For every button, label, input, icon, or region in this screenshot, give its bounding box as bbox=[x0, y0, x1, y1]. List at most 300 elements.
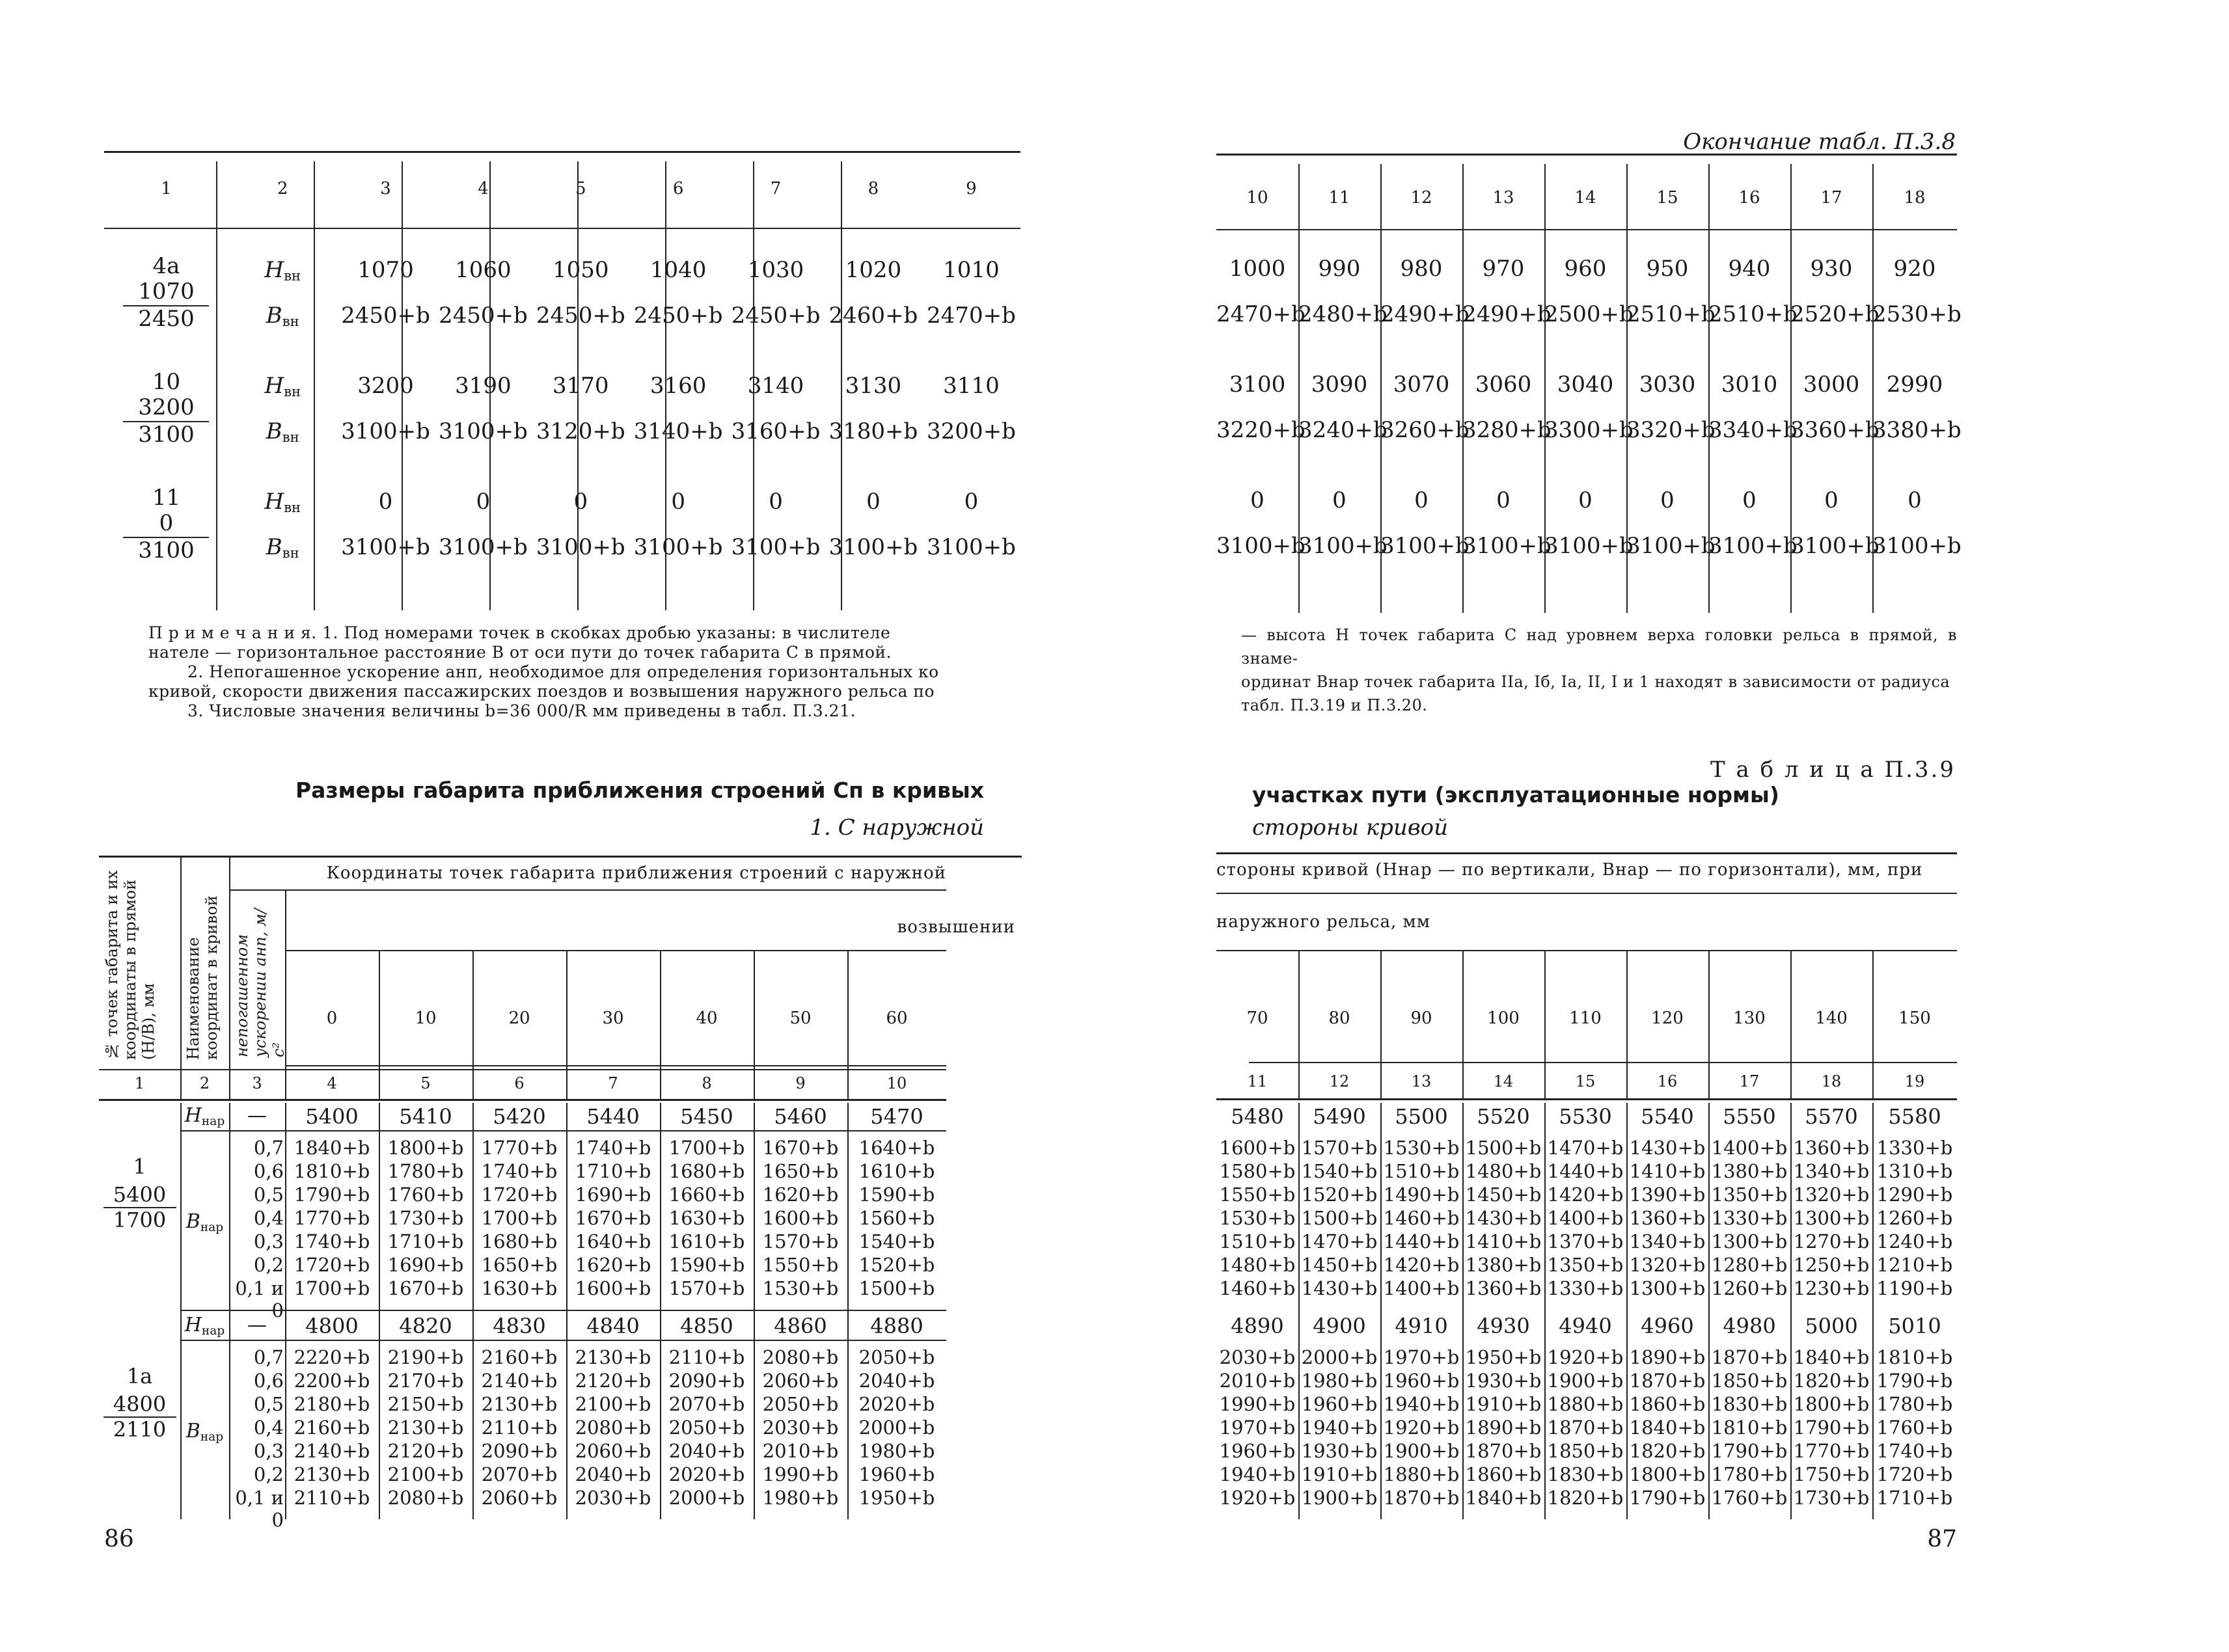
point-b: 3100 bbox=[138, 421, 195, 448]
h-value: 960 bbox=[1564, 256, 1607, 282]
h-value: 5550 bbox=[1723, 1104, 1776, 1129]
b-value: 1520+b bbox=[1301, 1184, 1378, 1206]
b-value: 1970+b bbox=[1219, 1416, 1296, 1439]
h-value: 5420 bbox=[493, 1104, 546, 1129]
elevation-value: 100 bbox=[1487, 1009, 1520, 1028]
b-value: 1260+b bbox=[1711, 1277, 1788, 1299]
acceleration-value: 0,6 bbox=[253, 1160, 284, 1182]
column-rule bbox=[314, 161, 315, 610]
b-value: 1360+b bbox=[1465, 1277, 1542, 1299]
point-b: 1700 bbox=[113, 1207, 167, 1232]
spacer-row bbox=[104, 454, 1020, 479]
elevation-value: 110 bbox=[1569, 1009, 1602, 1028]
b-value: 1440+b bbox=[1383, 1230, 1460, 1253]
coord-name bbox=[228, 524, 337, 570]
b-value: 1550+b bbox=[1219, 1184, 1296, 1206]
table-row bbox=[1216, 362, 1957, 407]
coord-subscript: вн bbox=[284, 267, 301, 284]
b-value: 1240+b bbox=[1876, 1230, 1953, 1253]
coord-letter: H bbox=[264, 489, 284, 515]
b-value: 1790+b bbox=[1711, 1440, 1788, 1462]
b-value: 1790+b bbox=[1793, 1416, 1870, 1439]
b-value: 2090+b bbox=[668, 1370, 745, 1392]
b-value: 1850+b bbox=[1547, 1440, 1624, 1462]
b-value: 1610+b bbox=[858, 1160, 935, 1182]
h-value: 5000 bbox=[1805, 1314, 1858, 1338]
point-h: 1070 bbox=[123, 279, 209, 306]
column-rule bbox=[216, 161, 217, 610]
column-number: 10 bbox=[1246, 188, 1268, 208]
column-number: 2 bbox=[277, 179, 288, 198]
b-value: 1880+b bbox=[1383, 1463, 1460, 1485]
b-value: 1820+b bbox=[1793, 1370, 1870, 1392]
b-value: 2530+b bbox=[1872, 301, 1962, 327]
column-number: 7 bbox=[770, 179, 782, 198]
column-rule bbox=[1708, 164, 1710, 613]
b-value: 1780+b bbox=[387, 1160, 464, 1182]
acceleration-value: 0,2 bbox=[253, 1463, 284, 1485]
column-number: 16 bbox=[1738, 188, 1760, 208]
b-value: 1350+b bbox=[1711, 1184, 1788, 1206]
h-value: 970 bbox=[1482, 256, 1525, 282]
b-value: 1720+b bbox=[1876, 1463, 1953, 1485]
elevation-value: 80 bbox=[1328, 1009, 1350, 1028]
b-value: 1300+b bbox=[1711, 1230, 1788, 1253]
b-value: 1320+b bbox=[1793, 1184, 1870, 1206]
h-label-cell bbox=[180, 1104, 229, 1127]
b-value: 3380+b bbox=[1872, 417, 1962, 443]
b-value: 1420+b bbox=[1547, 1184, 1624, 1206]
column-number: 9 bbox=[966, 179, 977, 198]
b-value: 1830+b bbox=[1547, 1463, 1624, 1485]
b-value: 1290+b bbox=[1876, 1184, 1953, 1206]
b-value: 1860+b bbox=[1629, 1393, 1706, 1415]
b-value: 1460+b bbox=[1383, 1207, 1460, 1229]
column-rule bbox=[660, 950, 661, 1099]
b-value: 1600+b bbox=[575, 1277, 651, 1299]
b-value: 1710+b bbox=[387, 1230, 464, 1253]
h-value: 4880 bbox=[870, 1314, 923, 1338]
b-value: 1310+b bbox=[1876, 1160, 1953, 1182]
right-table-subtitle: стороны кривой bbox=[1252, 815, 1449, 841]
b-value: 1600+b bbox=[1219, 1137, 1296, 1159]
b-value: 1490+b bbox=[1383, 1184, 1460, 1206]
b-value: 2140+b bbox=[481, 1370, 558, 1392]
column-rule bbox=[1462, 950, 1464, 1098]
b-value: 3160+b bbox=[731, 418, 821, 444]
b-value: 3100+b bbox=[438, 418, 528, 444]
note-line: 3. Числовые значения величины b=36 000/R мм приведены в табл. П.3.21. bbox=[187, 701, 856, 720]
column-rule bbox=[841, 161, 842, 610]
b-value: 1830+b bbox=[1711, 1393, 1788, 1415]
column-rule bbox=[229, 1103, 230, 1519]
b-value: 1740+b bbox=[575, 1137, 651, 1159]
b-value: 1500+b bbox=[858, 1277, 935, 1299]
b-value: 1400+b bbox=[1383, 1277, 1460, 1299]
b-value: 1400+b bbox=[1711, 1137, 1788, 1159]
b-value: 3100+b bbox=[1872, 533, 1962, 559]
b-value: 1720+b bbox=[294, 1254, 370, 1276]
elevation-value: 30 bbox=[602, 1009, 624, 1028]
b-value: 3100+b bbox=[731, 534, 821, 560]
coord-name bbox=[228, 363, 337, 409]
b-value: 1440+b bbox=[1547, 1160, 1624, 1182]
b-value: 1560+b bbox=[858, 1207, 935, 1229]
h-value: 5570 bbox=[1805, 1104, 1858, 1129]
h-value: 3000 bbox=[1803, 372, 1860, 398]
b-value: 1900+b bbox=[1301, 1487, 1378, 1509]
note-line: ординат Bнар точек габарита IIа, Iб, Iа, II, I и 1 находят в зависимости от радиуса bbox=[1241, 673, 1950, 691]
h-value: 990 bbox=[1318, 256, 1361, 282]
column-rule bbox=[1708, 950, 1710, 1098]
head-point-coords: № точек габарита и их координаты в прямой (H/B), мм bbox=[103, 870, 157, 1060]
b-value: 1640+b bbox=[858, 1137, 935, 1159]
h-value: 0 bbox=[1496, 487, 1511, 513]
b-value: 1530+b bbox=[1219, 1207, 1296, 1229]
b-value: 3300+b bbox=[1544, 417, 1634, 443]
b-value: 1620+b bbox=[762, 1184, 839, 1206]
column-rule bbox=[1298, 950, 1300, 1098]
b-value: 1430+b bbox=[1301, 1277, 1378, 1299]
b-value: 1760+b bbox=[1876, 1416, 1953, 1439]
h-value: 950 bbox=[1646, 256, 1689, 282]
b-value: 1450+b bbox=[1301, 1254, 1378, 1276]
b-value: 1500+b bbox=[1465, 1137, 1542, 1159]
b-value: 1700+b bbox=[294, 1277, 370, 1299]
column-rule bbox=[665, 161, 666, 610]
b-value: 1860+b bbox=[1465, 1463, 1542, 1485]
column-number: 9 bbox=[795, 1074, 806, 1092]
point-cell bbox=[104, 247, 228, 338]
column-number: 1 bbox=[161, 179, 172, 198]
b-value: 3100+b bbox=[1708, 533, 1798, 559]
b-value: 3100+b bbox=[438, 534, 528, 560]
h-value: 1010 bbox=[943, 257, 1000, 283]
coord-letter: H bbox=[264, 257, 284, 283]
h-value: 5520 bbox=[1477, 1104, 1530, 1129]
b-value: 2060+b bbox=[762, 1370, 839, 1392]
acceleration-value: 0,2 bbox=[253, 1254, 284, 1276]
b-value: 1470+b bbox=[1547, 1137, 1624, 1159]
h-value: 4840 bbox=[586, 1314, 640, 1338]
column-number: 8 bbox=[702, 1074, 712, 1092]
b-value: 1410+b bbox=[1629, 1160, 1706, 1182]
column-rule bbox=[472, 950, 474, 1099]
b-value: 1770+b bbox=[481, 1137, 558, 1159]
b-value: 2490+b bbox=[1380, 301, 1470, 327]
b-value: 2450+b bbox=[438, 303, 528, 329]
b-value: 1980+b bbox=[1301, 1370, 1378, 1392]
point-number: 4а bbox=[152, 253, 180, 280]
point-number: 1 bbox=[133, 1154, 146, 1179]
column-rule bbox=[660, 1103, 661, 1519]
b-value: 1720+b bbox=[481, 1184, 558, 1206]
b-value: 2040+b bbox=[575, 1463, 651, 1485]
column-number: 13 bbox=[1492, 188, 1514, 208]
h-value: 3170 bbox=[552, 373, 609, 399]
note-line: 2. Непогашенное ускорение aнп, необходимое для определения горизонтальных ко bbox=[187, 662, 939, 681]
h-value: 5480 bbox=[1231, 1104, 1284, 1129]
b-value: 1930+b bbox=[1301, 1440, 1378, 1462]
column-rule bbox=[1872, 950, 1874, 1098]
spacer-row bbox=[1216, 453, 1957, 478]
table-row bbox=[1216, 523, 1957, 569]
column-number: 15 bbox=[1575, 1072, 1596, 1090]
acceleration-value: 0,3 bbox=[253, 1230, 284, 1253]
h-value: 0 bbox=[1660, 487, 1675, 513]
column-number: 19 bbox=[1904, 1072, 1925, 1090]
b-value: 2450+b bbox=[536, 303, 625, 329]
column-number: 6 bbox=[514, 1074, 525, 1092]
b-label-cell bbox=[180, 1420, 229, 1442]
b-value: 3100+b bbox=[1298, 533, 1388, 559]
h-value: 5500 bbox=[1395, 1104, 1448, 1129]
b-value: 2000+b bbox=[668, 1487, 745, 1509]
h-value: 3060 bbox=[1475, 372, 1532, 398]
b-value: 1870+b bbox=[1711, 1346, 1788, 1368]
column-rule bbox=[379, 1103, 380, 1519]
h-value: 980 bbox=[1400, 256, 1443, 282]
elevation-value: 130 bbox=[1733, 1009, 1766, 1028]
b-value: 1480+b bbox=[1219, 1254, 1296, 1276]
acceleration-value: 0,4 bbox=[253, 1207, 284, 1229]
right-top-table-header bbox=[1216, 170, 1957, 225]
b-value: 1670+b bbox=[762, 1137, 839, 1159]
b-value: 1710+b bbox=[1876, 1487, 1953, 1509]
b-value: 1630+b bbox=[668, 1207, 745, 1229]
h-label bbox=[185, 1314, 225, 1336]
h-value: 5460 bbox=[774, 1104, 827, 1129]
point-number: 10 bbox=[152, 369, 181, 396]
column-number: 18 bbox=[1904, 188, 1926, 208]
b-value: 1940+b bbox=[1383, 1393, 1460, 1415]
b-value: 2060+b bbox=[575, 1440, 651, 1462]
column-rule bbox=[847, 1103, 849, 1519]
column-number: 14 bbox=[1574, 188, 1596, 208]
column-rule bbox=[577, 161, 579, 610]
h-value: 3010 bbox=[1721, 372, 1778, 398]
elevation-value: 90 bbox=[1410, 1009, 1432, 1028]
b-value: 2120+b bbox=[387, 1440, 464, 1462]
h-value: 4910 bbox=[1395, 1314, 1448, 1338]
elevation-value: 140 bbox=[1815, 1009, 1848, 1028]
b-value: 2200+b bbox=[294, 1370, 370, 1392]
column-number: 2 bbox=[199, 1074, 210, 1092]
b-value: 1950+b bbox=[858, 1487, 935, 1509]
column-number: 3 bbox=[252, 1074, 262, 1092]
elevation-value: 10 bbox=[415, 1009, 437, 1028]
b-value: 2500+b bbox=[1544, 301, 1634, 327]
column-number: 5 bbox=[420, 1074, 431, 1092]
b-value: 1590+b bbox=[668, 1254, 745, 1276]
b-value: 1840+b bbox=[1793, 1346, 1870, 1368]
h-value: 5410 bbox=[399, 1104, 452, 1129]
acceleration-value: 0,7 bbox=[253, 1346, 284, 1368]
point-cell bbox=[104, 479, 228, 570]
column-number: 10 bbox=[886, 1074, 907, 1092]
b-value: 2130+b bbox=[481, 1393, 558, 1415]
h-value: 0 bbox=[866, 489, 881, 515]
b-label bbox=[266, 534, 299, 560]
b-value: 1450+b bbox=[1465, 1184, 1542, 1206]
h-value: 5010 bbox=[1888, 1314, 1941, 1338]
b-value: 1940+b bbox=[1219, 1463, 1296, 1485]
h-value: 5440 bbox=[586, 1104, 640, 1129]
b-value: 2110+b bbox=[481, 1416, 558, 1439]
acceleration-value: 0,1 и 0 bbox=[235, 1487, 284, 1531]
h-value: 3090 bbox=[1311, 372, 1368, 398]
h-value: 1040 bbox=[650, 257, 707, 283]
h-value: 3040 bbox=[1557, 372, 1614, 398]
h-label bbox=[264, 373, 301, 399]
column-rule bbox=[180, 856, 182, 1099]
b-value: 2010+b bbox=[762, 1440, 839, 1462]
h-value: 0 bbox=[1414, 487, 1429, 513]
b-value: 3360+b bbox=[1790, 417, 1880, 443]
b-value: 3100+b bbox=[536, 534, 625, 560]
h-value: 4930 bbox=[1477, 1314, 1530, 1338]
elevation-value: 40 bbox=[696, 1009, 718, 1028]
b-value: 2050+b bbox=[668, 1416, 745, 1439]
b-value: 2520+b bbox=[1790, 301, 1880, 327]
b-value: 1930+b bbox=[1465, 1370, 1542, 1392]
b-value: 1530+b bbox=[1383, 1137, 1460, 1159]
b-value: 1840+b bbox=[1465, 1487, 1542, 1509]
b-value: 3260+b bbox=[1380, 417, 1470, 443]
b-value: 1320+b bbox=[1629, 1254, 1706, 1276]
b-value: 2040+b bbox=[668, 1440, 745, 1462]
head-acceleration: непогашенном ускорении aнп, м/с² bbox=[233, 908, 288, 1057]
coord-letter: H bbox=[184, 1104, 202, 1127]
coord-name bbox=[228, 479, 337, 524]
column-number: 7 bbox=[608, 1074, 618, 1092]
h-value: 4800 bbox=[305, 1314, 359, 1338]
coord-subscript: нар bbox=[201, 1323, 225, 1338]
h-value: 4890 bbox=[1231, 1314, 1284, 1338]
column-number: 12 bbox=[1329, 1072, 1350, 1090]
b-value: 1760+b bbox=[387, 1184, 464, 1206]
b-value: 1740+b bbox=[294, 1230, 370, 1253]
b-label bbox=[266, 418, 299, 444]
b-value: 3100+b bbox=[633, 534, 723, 560]
b-value: 1730+b bbox=[387, 1207, 464, 1229]
b-value: 1730+b bbox=[1793, 1487, 1870, 1509]
b-value: 3240+b bbox=[1298, 417, 1388, 443]
b-value: 1810+b bbox=[1876, 1346, 1953, 1368]
h-value: 5530 bbox=[1559, 1104, 1612, 1129]
h-value: 4860 bbox=[774, 1314, 827, 1338]
head-main: стороны кривой (Hнар — по вертикали, Bнар — по горизонтали), мм, при bbox=[1216, 860, 1923, 880]
b-value: 2450+b bbox=[341, 303, 430, 329]
acceleration-value: 0,6 bbox=[253, 1370, 284, 1392]
b-value: 3100+b bbox=[1790, 533, 1880, 559]
b-value: 1430+b bbox=[1465, 1207, 1542, 1229]
b-value: 1870+b bbox=[1465, 1440, 1542, 1462]
b-value: 2460+b bbox=[828, 303, 918, 329]
elevation-value: 120 bbox=[1651, 1009, 1684, 1028]
b-value: 1670+b bbox=[387, 1277, 464, 1299]
column-number: 4 bbox=[327, 1074, 337, 1092]
column-rule bbox=[1872, 164, 1874, 613]
b-value: 1700+b bbox=[668, 1137, 745, 1159]
head-sub: наружного рельса, мм bbox=[1216, 912, 1430, 932]
b-value: 2130+b bbox=[294, 1463, 370, 1485]
coord-subscript: нар bbox=[200, 1220, 224, 1234]
column-number: 14 bbox=[1493, 1072, 1514, 1090]
b-value: 1510+b bbox=[1219, 1230, 1296, 1253]
elevation-value: 150 bbox=[1898, 1009, 1931, 1028]
dash: — bbox=[247, 1104, 267, 1127]
h-value: 3190 bbox=[455, 373, 512, 399]
b-value: 1540+b bbox=[1301, 1160, 1378, 1182]
b-value: 1250+b bbox=[1793, 1254, 1870, 1276]
b-value: 1210+b bbox=[1876, 1254, 1953, 1276]
column-rule bbox=[566, 1103, 568, 1519]
b-value: 1360+b bbox=[1793, 1137, 1870, 1159]
b-value: 1610+b bbox=[668, 1230, 745, 1253]
coord-letter: H bbox=[264, 373, 284, 399]
note-line: кривой, скорости движения пассажирских поездов и возвышения наружного рельса по bbox=[148, 682, 935, 701]
h-value: 3160 bbox=[650, 373, 707, 399]
b-value: 2130+b bbox=[575, 1346, 651, 1368]
point-cell bbox=[99, 1155, 180, 1232]
b-value: 1820+b bbox=[1629, 1440, 1706, 1462]
column-rule bbox=[1462, 164, 1464, 613]
b-value: 1980+b bbox=[762, 1487, 839, 1509]
b-value: 2070+b bbox=[481, 1463, 558, 1485]
table-row bbox=[104, 363, 1020, 409]
b-value: 1750+b bbox=[1793, 1463, 1870, 1485]
point-b: 2450 bbox=[138, 305, 195, 332]
left-table-subtitle: 1. С наружной bbox=[810, 815, 984, 841]
h-label-cell bbox=[180, 1314, 229, 1336]
elevation-value: 60 bbox=[886, 1009, 908, 1028]
b-value: 3100+b bbox=[341, 418, 430, 444]
b-value: 2470+b bbox=[1216, 301, 1306, 327]
acceleration-value: 0,4 bbox=[253, 1416, 284, 1439]
h-value: 0 bbox=[476, 489, 491, 515]
b-value: 1980+b bbox=[858, 1440, 935, 1462]
b-value: 2170+b bbox=[387, 1370, 464, 1392]
h-value: 940 bbox=[1728, 256, 1771, 282]
table-continuation-caption: Окончание табл. П.3.8 bbox=[1683, 129, 1956, 155]
left-top-table-header bbox=[104, 161, 1020, 216]
b-label bbox=[186, 1210, 223, 1233]
b-value: 3320+b bbox=[1626, 417, 1716, 443]
b-value: 1950+b bbox=[1465, 1346, 1542, 1368]
b-value: 1470+b bbox=[1301, 1230, 1378, 1253]
b-label bbox=[186, 1420, 223, 1442]
point-fraction bbox=[123, 254, 209, 331]
b-value: 1330+b bbox=[1547, 1277, 1624, 1299]
b-value: 1700+b bbox=[481, 1207, 558, 1229]
b-value: 2000+b bbox=[1301, 1346, 1378, 1368]
coord-letter: H bbox=[184, 1314, 202, 1336]
b-value: 1570+b bbox=[762, 1230, 839, 1253]
b-value: 2130+b bbox=[387, 1416, 464, 1439]
coord-letter: B bbox=[185, 1420, 200, 1442]
column-rule bbox=[1790, 950, 1792, 1098]
right-page bbox=[1114, 0, 2229, 1652]
b-value: 2510+b bbox=[1708, 301, 1798, 327]
coord-subscript: нар bbox=[200, 1429, 224, 1444]
b-value: 1840+b bbox=[1629, 1416, 1706, 1439]
left-bottom-table-header bbox=[99, 856, 1022, 1102]
point-h: 4800 bbox=[103, 1392, 176, 1418]
h-value: 4980 bbox=[1723, 1314, 1776, 1338]
h-value: 5450 bbox=[680, 1104, 733, 1129]
b-value: 2220+b bbox=[294, 1346, 370, 1368]
